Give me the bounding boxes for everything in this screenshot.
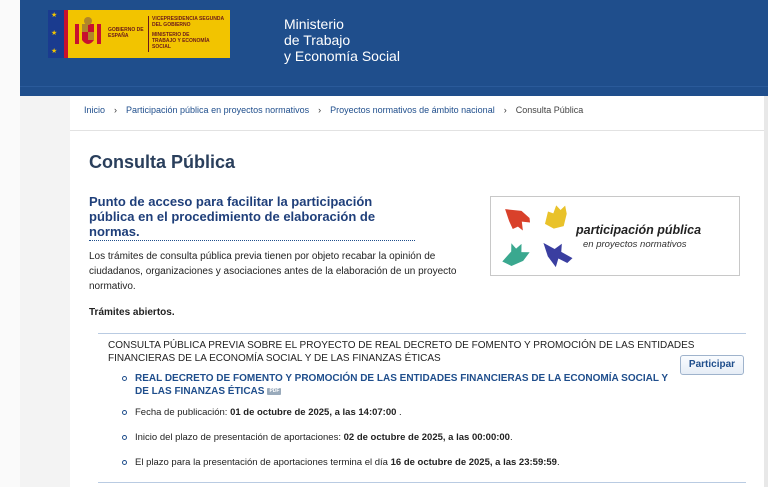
hands-icon xyxy=(497,201,581,273)
breadcrumb-current: Consulta Pública xyxy=(515,105,584,115)
publication-date-label: Fecha de publicación: xyxy=(135,407,228,418)
end-date-label: El plazo para la presentación de aportaciones termina el día xyxy=(135,457,388,468)
participacion-publica-banner[interactable] xyxy=(490,196,740,276)
chevron-right-icon: › xyxy=(318,105,322,115)
tramites-heading: Trámites abiertos. xyxy=(89,307,175,318)
publication-date-value: 01 de octubre de 2025, a las 14:07:00 xyxy=(230,407,397,418)
consulta-title: CONSULTA PÚBLICA PREVIA SOBRE EL PROYECTO DE REAL DECRETO DE FOMENTO Y PROMOCIÓN DE LAS ENTIDADES FINANCIERAS DE LA ECONOMÍA SOCIAL Y DE LAS FINANZAS ÉTICAS xyxy=(108,340,695,364)
bullet-icon xyxy=(122,376,127,381)
law-document-link[interactable]: REAL DECRETO DE FOMENTO Y PROMOCIÓN DE LAS ENTIDADES FINANCIERAS DE LA ECONOMÍA SOCIAL Y DE LAS FINANZAS ÉTICAS PDF xyxy=(135,373,668,397)
scrollbar-track[interactable] xyxy=(764,96,768,487)
red-hand xyxy=(500,205,533,233)
green-hand xyxy=(502,240,531,269)
eu-flag-stripe: ★ ★ ★ xyxy=(48,10,64,58)
participar-button[interactable]: Participar xyxy=(680,355,744,375)
breadcrumb-proyectos-nacionales[interactable]: Proyectos normativos de ámbito nacional xyxy=(330,105,495,115)
bullet-icon xyxy=(122,435,127,440)
divider xyxy=(89,240,415,241)
header-nav-band xyxy=(20,86,768,96)
bullet-icon xyxy=(122,460,127,465)
intro-text: Los trámites de consulta pública previa tienen por objeto recabar la opinión de ciudadanos, organizaciones y asociaciones antes de la elaboración de un proyecto normativo. xyxy=(89,251,457,292)
government-logo[interactable] xyxy=(48,10,230,58)
ministry-name[interactable]: Ministerio de Trabajo y Economía Social xyxy=(284,16,400,64)
breadcrumb xyxy=(84,105,583,115)
start-date-label: Inicio del plazo de presentación de aportaciones: xyxy=(135,432,341,443)
vicepresidencia-label: VICEPRESIDENCIA SEGUNDA DEL GOBIERNO xyxy=(152,16,224,28)
banner-title: participación pública xyxy=(576,223,702,237)
end-date-value: 16 de octubre de 2025, a las 23:59:59 xyxy=(390,457,557,468)
gobierno-label: GOBIERNO DE ESPAÑA xyxy=(108,27,144,39)
left-margin xyxy=(0,0,20,487)
banner-subtitle: en proyectos normativos xyxy=(583,239,687,250)
pdf-icon: PDF xyxy=(269,387,280,394)
bullet-icon xyxy=(122,410,127,415)
yellow-hand xyxy=(540,202,573,233)
ministerio-label: MINISTERIO DE TRABAJO Y ECONOMÍA SOCIAL xyxy=(152,32,210,50)
main-content: Inicio › Participación pública en proyectos normativos › Proyectos normativos de ámbito nacional › Consulta Pública Consulta Pública Punto de acceso para facilitar la participación pública en el procedimiento de elaboración de normas. Los trámites de consulta pública previa tienen por objeto recabar la opinión de ciudadanos, organizaciones y asociaciones antes de la elaboración de un proyecto normativo. participación pública en proyectos normativos Trámites abiertos. CONSULTA PÚBLICA PREVIA SOBRE EL PROYECTO DE REAL DECRETO DE FOMENTO Y PROMOCIÓN DE LAS ENTIDADES FINANCIERAS DE LA ECONOMÍA SOCIAL Y DE LAS FINANZAS ÉTICAS Participar REAL DECRETO DE FOMENTO Y PROMOCIÓN DE LAS ENTIDADES FINANCIERAS DE LA ECONOMÍA SOCIAL Y DE LAS FINANZAS ÉTICAS PDF Fecha de publicación: 01 de octubre de 2025, a las 14:07:00 . Inicio del plazo de presentación de aportaciones: 02 de octubre de 2025, a las 00:00:00. El plazo para la presentación de aportaciones termina el día 16 de octubre de 2025, a las 23:59:59. xyxy=(70,96,764,487)
page-title: Consulta Pública xyxy=(89,152,236,172)
blue-hand xyxy=(543,238,573,268)
breadcrumb-participacion[interactable]: Participación pública en proyectos normativos xyxy=(126,105,310,115)
breadcrumb-inicio[interactable]: Inicio xyxy=(84,105,106,115)
chevron-right-icon: › xyxy=(114,105,118,115)
site-header xyxy=(20,0,768,86)
chevron-right-icon: › xyxy=(503,105,507,115)
section-subheading: Punto de acceso para facilitar la participación pública en el procedimiento de elaboración de normas. xyxy=(89,194,376,239)
coat-of-arms-icon xyxy=(72,16,104,52)
start-date-value: 02 de octubre de 2025, a las 00:00:00 xyxy=(343,432,510,443)
